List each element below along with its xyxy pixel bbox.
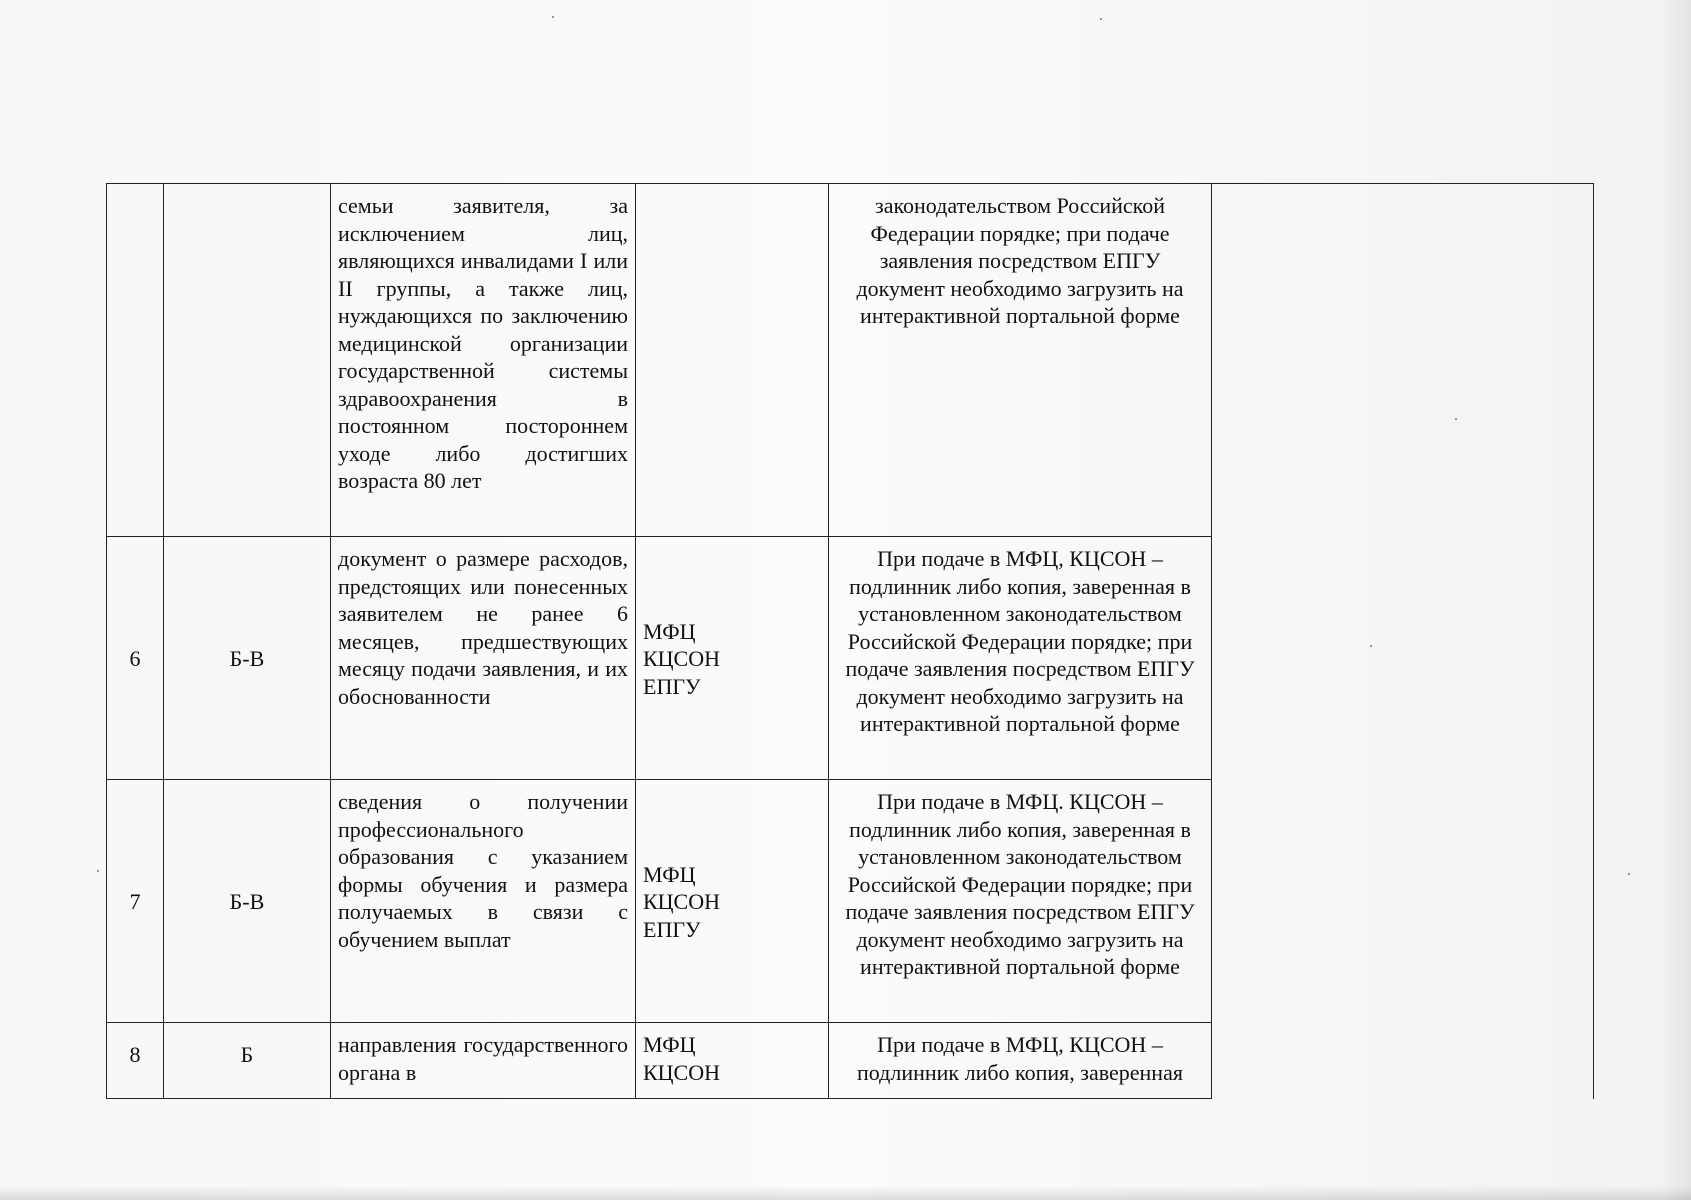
submission-places [636,1023,829,1099]
submission-note: При подаче в МФЦ. КЦСОН – подлинник либо копия, заверенная в установленном законодательством Российской Федерации порядке; при подаче заявления посредством ЕПГУ документ необходимо загрузить на интерактивной портальной форме [829,780,1212,1023]
scan-speck [1628,873,1630,875]
scan-speck [552,16,554,18]
document-description: документ о размере расходов, предстоящих или понесенных заявителем не ранее 6 месяцев, предшествующих месяцу подачи заявления, и их обоснованности [331,537,636,780]
page-edge-shadow [1661,0,1691,1200]
row-code: Б-В [164,780,331,1023]
row-number: 6 [107,537,164,780]
place-epgu: ЕПГУ [643,916,701,942]
scan-speck [1100,18,1102,20]
row-code: Б [164,1023,331,1099]
submission-places [636,184,829,537]
scan-speck [97,870,99,872]
place-kcson: КЦСОН [643,889,721,915]
submission-note: законодательством Российской Федерации порядке; при подаче заявления посредством ЕПГУ документ необходимо загрузить на интерактивной портальной форме [829,184,1212,537]
place-mfc: МФЦ [643,861,696,887]
place-kcson: КЦСОН [643,1059,721,1085]
place-mfc: МФЦ [643,618,696,644]
document-description: направления государственного органа в [331,1023,636,1099]
row-code: Б-В [164,537,331,780]
table-row [107,184,1594,537]
submission-places [636,780,829,1023]
submission-note: При подаче в МФЦ, КЦСОН – подлинник либо копия, заверенная [829,1023,1212,1099]
place-mfc: МФЦ [643,1032,696,1057]
document-description: семьи заявителя, за исключением лиц, являющихся инвалидами I или II группы, а также лиц, нуждающихся по заключению медицинской организации государственной системы здравоохранения в постоянном постороннем уходе либо достигших возраста 80 лет [331,184,636,537]
row-code [164,184,331,537]
submission-note: При подаче в МФЦ, КЦСОН – подлинник либо копия, заверенная в установленном законодательством Российской Федерации порядке; при подаче заявления посредством ЕПГУ документ необходимо загрузить на интерактивной портальной форме [829,537,1212,780]
submission-places [636,537,829,780]
row-number: 8 [107,1023,164,1099]
place-kcson: КЦСОН [643,646,721,672]
blank-column [1212,184,1594,1099]
place-epgu: ЕПГУ [643,673,701,699]
documents-table [106,183,1594,1099]
document-description: сведения о получении профессионального образования с указанием формы обучения и размера получаемых в связи с обучением выплат [331,780,636,1023]
page-bottom-shadow [0,1186,1691,1200]
row-number [107,184,164,537]
row-number: 7 [107,780,164,1023]
